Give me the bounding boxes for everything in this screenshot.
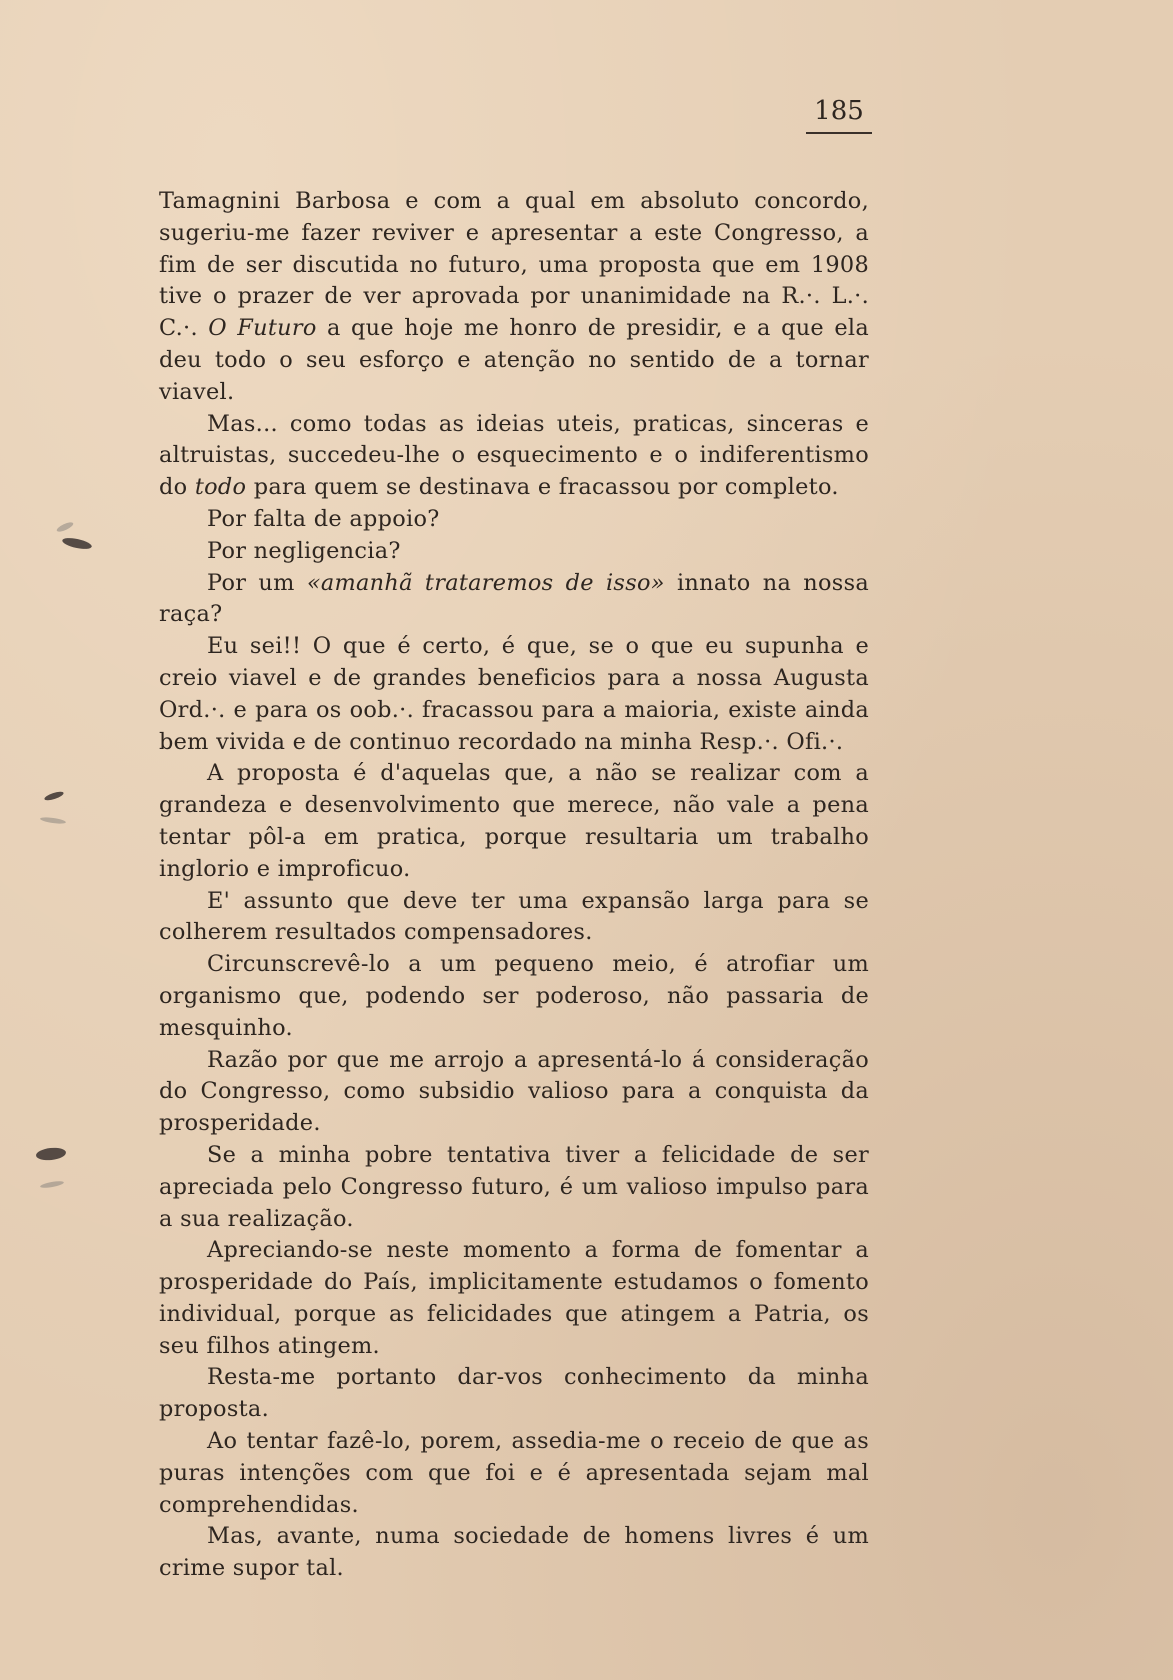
paragraph [159,536,869,568]
text-run: E' assunto que deve ter uma expansão larga para se colherem resultados compensadores. [159,887,869,946]
paragraph [159,1362,869,1426]
paragraph [159,409,869,504]
text-run: Tamagnini Barbosa e com a qual em absoluto concordo, sugeriu-me fazer reviver e apresentar a este Congresso, a fim de ser discutida no futuro, uma proposta que em 1908 tive o prazer de ver aprovada por unanimidade na R.·. L.·. C.·. [159,188,869,342]
paragraph [159,1140,869,1235]
text-run: Por negligencia? [207,537,401,564]
page-number: 185 [814,96,864,126]
paragraph [159,886,869,950]
text-run: Por falta de appoio? [207,505,440,532]
ink-blot-mark [44,790,65,802]
paragraph [159,186,869,409]
ink-blot-mark [40,1180,65,1189]
text-run: a que hoje me honro de presidir, e a que ela deu todo o seu esforço e atenção no sentido de a tornar viavel. [159,315,869,405]
paragraph [159,631,869,758]
paragraph [159,1521,869,1585]
paragraph [159,1426,869,1521]
paragraph [159,1235,869,1362]
paragraph [159,568,869,632]
text-run: Razão por que me arrojo a apresentá-lo á consideração do Congresso, como subsidio valioso para a conquista da prosperidade. [159,1046,869,1137]
text-run: Por um [207,569,307,596]
paragraph [159,758,869,885]
paragraph [159,1045,869,1140]
ink-blot-mark [35,1146,66,1161]
body-text [159,186,869,1585]
text-run: Resta-me portanto dar-vos conhecimento da minha proposta. [159,1364,869,1423]
text-run: Circunscrevê-lo a um pequeno meio, é atrofiar um organismo que, podendo ser poderoso, não passaria de mesquinho. [159,951,869,1041]
italic-text: O Futuro [208,315,317,342]
italic-text: todo [194,474,247,501]
italic-text: «amanhã trataremos de isso» [306,569,665,596]
ink-blot-mark [56,520,75,533]
text-run: innato na nossa raça? [159,569,870,628]
text-run: para quem se destinava e fracassou por completo. [246,474,839,501]
paragraph [159,949,869,1044]
text-run: Ao tentar fazê-lo, porem, assedia-me o receio de que as puras intenções com que foi e é apresentada sejam mal comprehendidas. [159,1428,869,1518]
text-run: Se a minha pobre tentativa tiver a felicidade de ser apreciada pelo Congresso futuro, é um valioso impulso para a sua realização. [159,1141,869,1232]
text-run: Eu sei!! O que é certo, é que, se o que eu supunha e creio viavel e de grandes beneficios para a nossa Augusta Ord.·. e para os oob.·. fracassou para a maioria, existe ainda bem vivida e de continuo recordado na minha Resp.·. Ofi.·. [159,633,869,755]
page-number-underline [806,132,872,134]
paragraph [159,504,869,536]
text-run: Mas, avante, numa sociedade de homens livres é um crime supor tal. [159,1523,869,1582]
ink-blot-mark [61,536,92,551]
text-run: Apreciando-se neste momento a forma de fomentar a prosperidade do País, implicitamente estudamos o fomento individual, porque as felicidades que atingem a Patria, os seu filhos atingem. [159,1237,869,1359]
ink-blot-mark [40,816,66,825]
text-run: Mas... como todas as ideias uteis, praticas, sinceras e altruistas, succedeu-lhe o esquecimento e o indiferentismo do [159,410,869,501]
text-run: A proposta é d'aquelas que, a não se realizar com a grandeza e desenvolvimento que merece, não vale a pena tentar pôl-a em pratica, porque resultaria um trabalho inglorio e improficuo. [159,760,869,882]
